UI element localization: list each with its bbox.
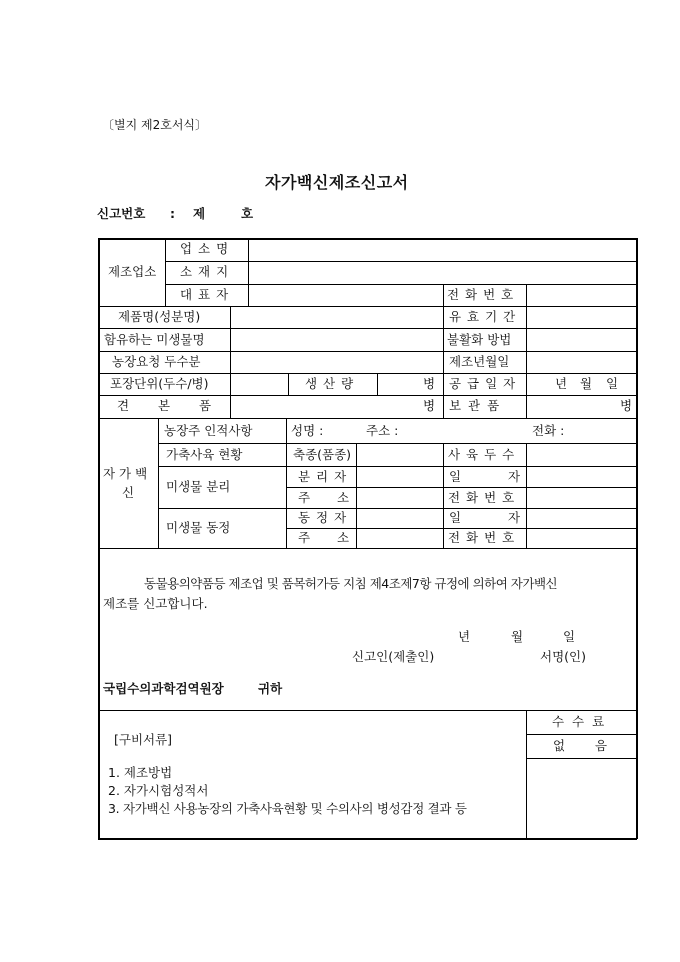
identification-date-label-2: 자 — [508, 510, 521, 525]
product-name-label: 제품명(성분명) — [118, 309, 201, 324]
owner-phone-label: 전화 : — [532, 423, 565, 438]
document-item-3: 3. 자가백신 사용농장의 가축사육현황 및 수의사의 병성감정 결과 등 — [108, 801, 467, 816]
manufacturer-group-label: 제조업소 — [108, 264, 157, 279]
declaration-month: 월 — [511, 629, 524, 644]
production-amount-label: 생 산 량 — [305, 376, 355, 391]
supply-month: 월 — [580, 376, 593, 391]
inactivation-method-label: 불활화 방법 — [447, 332, 512, 347]
required-documents-header: [구비서류] — [114, 732, 173, 747]
manufacturer-phone-label: 전 화 번 호 — [447, 287, 515, 302]
sample-bottle-unit: 병 — [423, 398, 436, 413]
identifier-address-label-2: 소 — [337, 530, 350, 545]
livestock-status-label: 가축사육 현황 — [166, 447, 243, 462]
document-item-1: 1. 제조방법 — [108, 765, 173, 780]
sample-label-3: 품 — [199, 398, 212, 413]
declaration-text-line1: 동물용의약품등 제조업 및 품목허가등 지침 제4조제7항 규정에 의하여 자가백신 — [144, 576, 558, 591]
owner-name-label: 성명 : — [291, 423, 324, 438]
sample-label-1: 견 — [117, 398, 130, 413]
packaging-unit-label: 포장단위(두수/병) — [110, 376, 209, 391]
fee-value-2: 음 — [595, 738, 608, 753]
isolation-date-label-1: 일 — [449, 469, 462, 484]
form-label: 〔별지 제2호서식〕 — [102, 118, 208, 132]
business-address-label: 소 재 지 — [180, 264, 230, 279]
production-bottle-unit: 병 — [423, 376, 436, 391]
declaration-day: 일 — [563, 629, 576, 644]
farm-request-label: 농장요청 두수분 — [112, 354, 201, 369]
report-number-ho: 호 — [241, 206, 254, 221]
report-number-label: 신고번호 — [97, 206, 146, 221]
supply-date-label: 공 급 일 자 — [449, 376, 517, 391]
representative-label: 대 표 자 — [180, 287, 230, 302]
vaccine-group-label-2: 신 — [122, 485, 135, 500]
declaration-year: 년 — [458, 629, 471, 644]
isolation-date-label-2: 자 — [508, 469, 521, 484]
owner-info-label: 농장주 인적사항 — [164, 423, 253, 438]
manufacture-date-label: 제조년월일 — [449, 354, 510, 369]
isolator-address-label-2: 소 — [337, 490, 350, 505]
identifier-address-label-1: 주 — [298, 530, 311, 545]
report-number-colon: : — [170, 206, 175, 221]
storage-label: 보 관 품 — [449, 398, 501, 413]
signature-label: 서명(인) — [540, 649, 586, 664]
addressee: 국립수의과학검역원장 — [103, 681, 224, 696]
fee-value-1: 없 — [553, 738, 566, 753]
supply-day: 일 — [606, 376, 619, 391]
business-name-label: 업 소 명 — [180, 241, 230, 256]
expiry-label: 유 효 기 간 — [449, 309, 517, 324]
identifier-phone-label: 전 화 번 호 — [448, 530, 516, 545]
vaccine-group-label-1: 자 가 백 — [103, 466, 148, 481]
microbe-name-label: 함유하는 미생물명 — [104, 332, 205, 347]
identification-date-label-1: 일 — [449, 510, 462, 525]
addressee-honorific: 귀하 — [258, 681, 283, 696]
owner-address-label: 주소 : — [366, 423, 399, 438]
isolator-phone-label: 전 화 번 호 — [448, 490, 516, 505]
microbe-isolation-label: 미생물 분리 — [166, 479, 231, 494]
isolator-address-label-1: 주 — [298, 490, 311, 505]
identifier-label: 동 정 자 — [298, 510, 348, 525]
declarant-label: 신고인(제출인) — [352, 649, 435, 664]
report-number-je: 제 — [193, 206, 206, 221]
document-title: 자가백신제조신고서 — [265, 173, 409, 192]
supply-year: 년 — [555, 376, 568, 391]
document-item-2: 2. 자가시험성적서 — [108, 783, 209, 798]
isolator-label: 분 리 자 — [298, 469, 348, 484]
declaration-text-line2: 제조를 신고합니다. — [103, 596, 208, 611]
species-label: 축종(품종) — [293, 447, 352, 462]
microbe-identification-label: 미생물 동정 — [166, 520, 231, 535]
head-count-label: 사 육 두 수 — [448, 447, 516, 462]
sample-label-2: 본 — [158, 398, 171, 413]
fee-label: 수 수 료 — [552, 714, 607, 729]
storage-bottle-unit: 병 — [620, 398, 633, 413]
